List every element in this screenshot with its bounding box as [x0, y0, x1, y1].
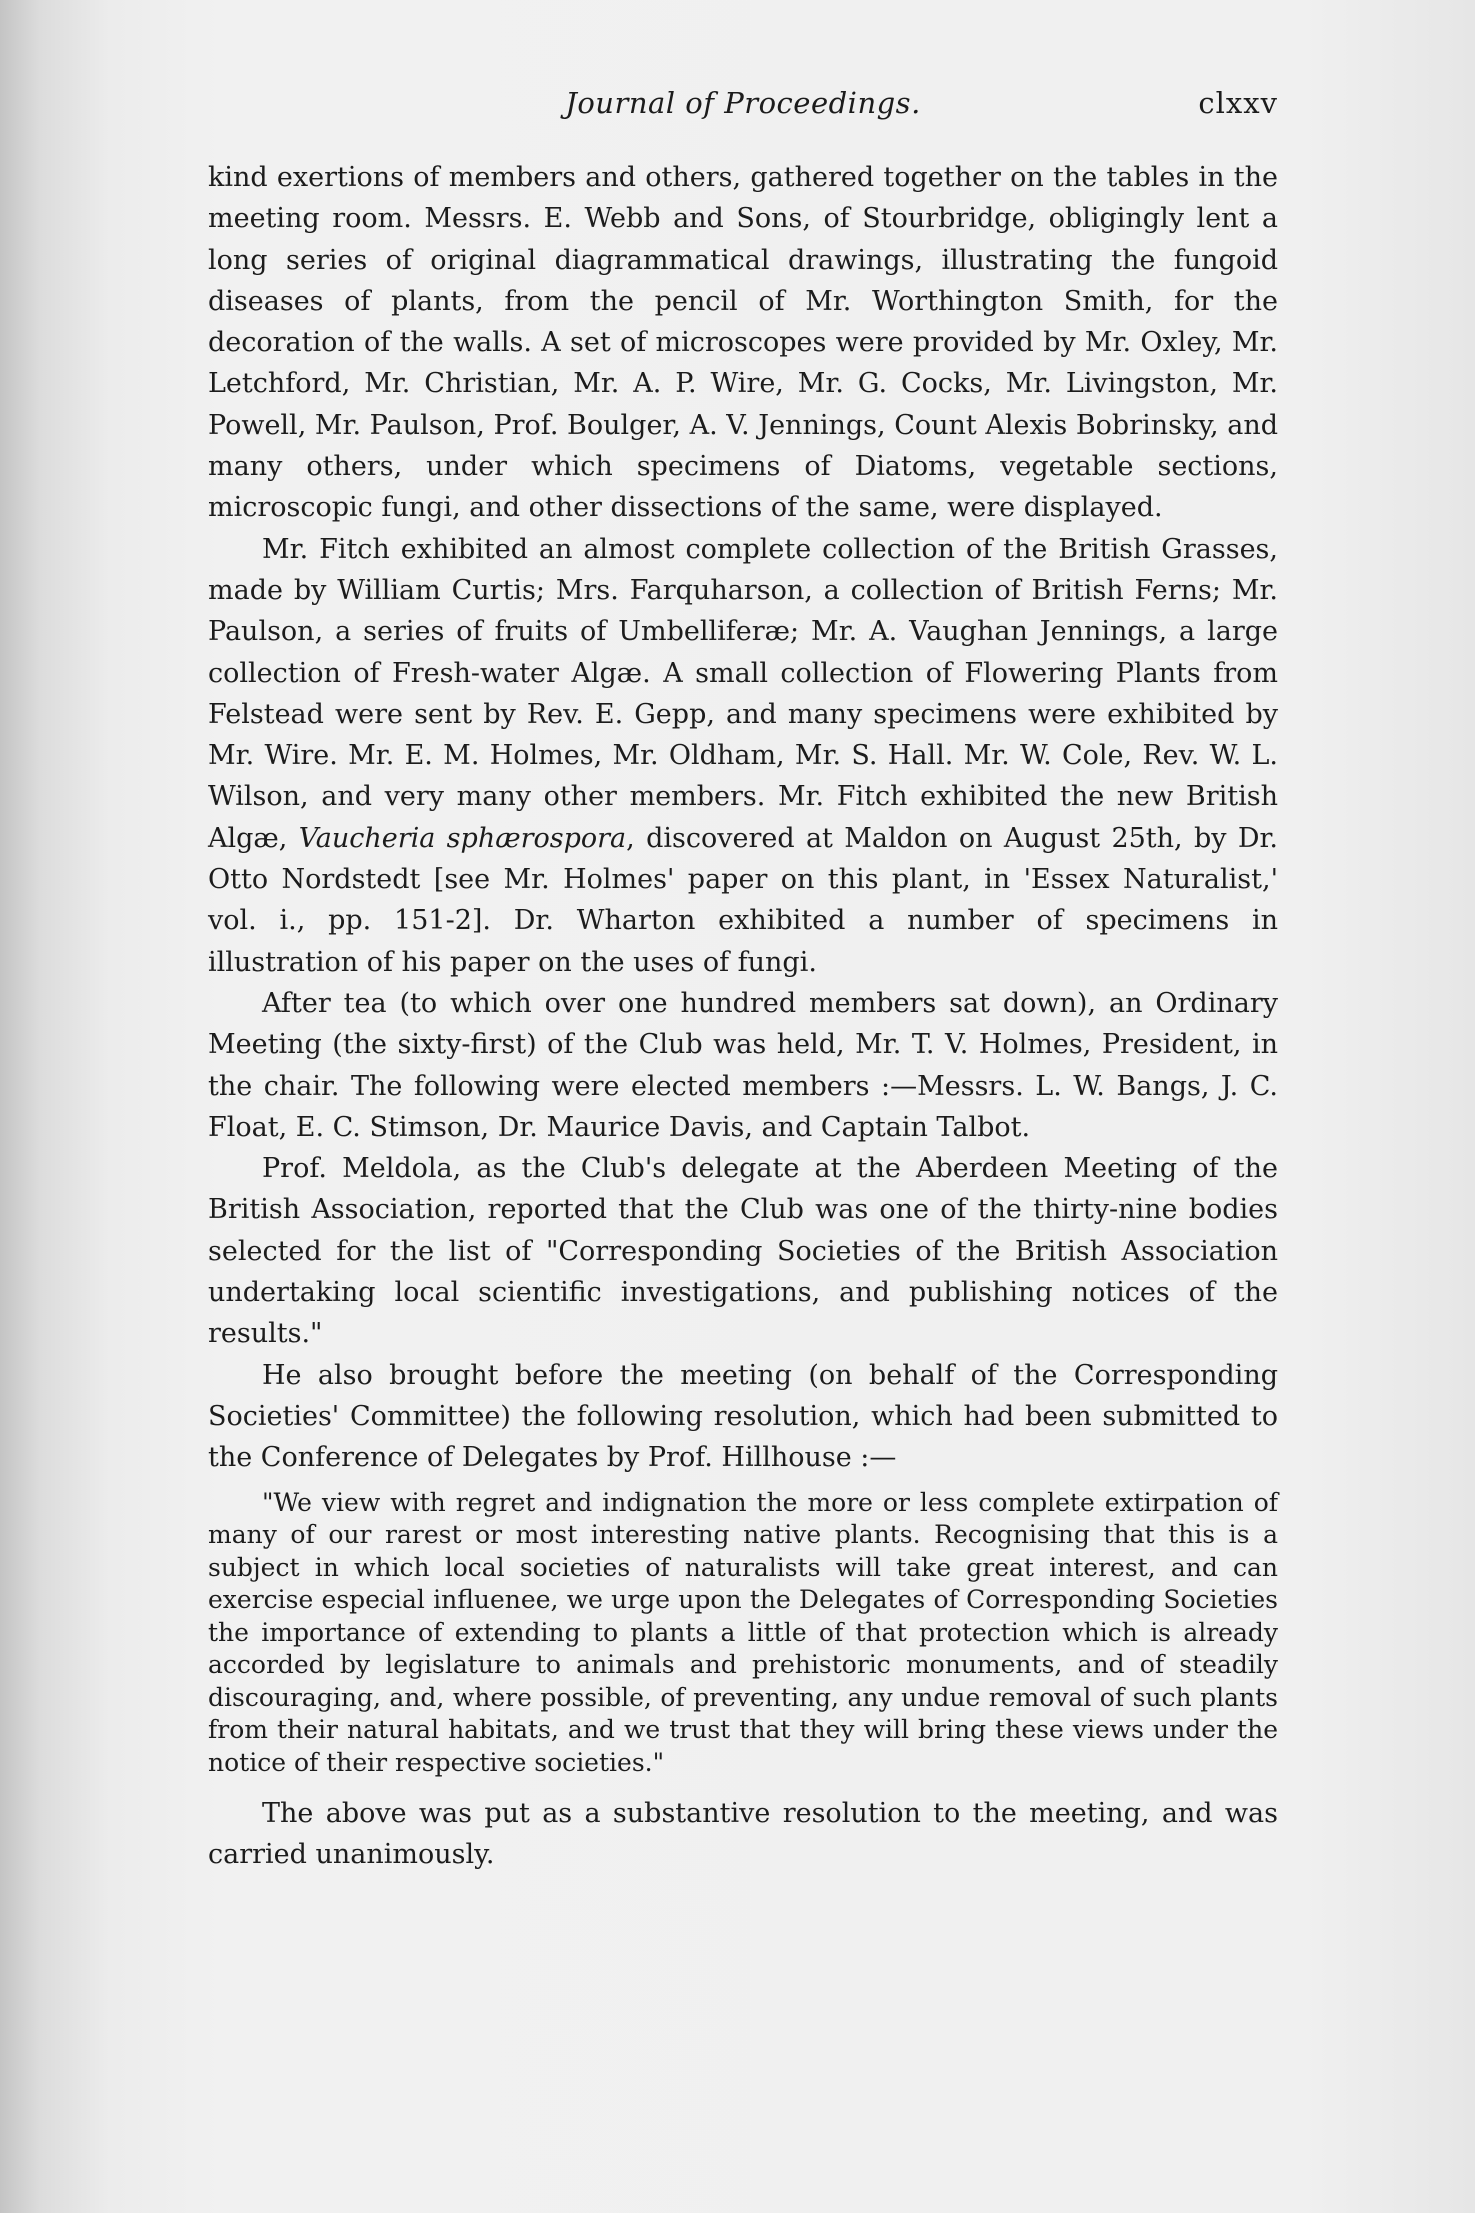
- exhibits-text-start: Mr. Fitch exhibited an almost complete collection of the British Grasses, made by William Curtis; Mrs. Farquharson, a collection of British Ferns; Mr. Paulson, a series of fruits of Umbelliferæ; Mr. A. Vaughan Jennings, a large collection of Fresh-water Algæ. A small collection of Flowering Plants from Felstead were sent by Rev. E. Gepp, and many specimens were exhibited by Mr. Wire. Mr. E. M. Holmes, Mr. Oldham, Mr. S. Hall. Mr. W. Cole, Rev. W. L. Wilson, and very many other members. Mr. Fitch exhibited the new British Algæ,: [208, 533, 1278, 854]
- paragraph-ordinary-meeting: After tea (to which over one hundred members sat down), an Ordinary Meeting (the sixty-first) of the Club was held, Mr. T. V. Holmes, President, in the chair. The following were elected members :—Messrs. L. W. Bangs, J. C. Float, E. C. Stimson, Dr. Maurice Davis, and Captain Talbot.: [208, 987, 1278, 1143]
- paragraph-resolution-outcome: The above was put as a substantive resolution to the meeting, and was carried unanimously.: [208, 1798, 1278, 1871]
- paragraph-delegate-report: Prof. Meldola, as the Club's delegate at the Aberdeen Meeting of the British Association, reported that the Club was one of the thirty-nine bodies selected for the list of "Corresponding Societies of the British Association undertaking local scientific investigations, and publishing notices of the results.": [208, 1153, 1278, 1350]
- running-title: Journal of Proceedings.: [565, 86, 921, 120]
- paragraph-exhibits: [208, 529, 1278, 983]
- paragraph-microscopes: kind exertions of members and others, gathered together on the tables in the meeting room. Messrs. E. Webb and Sons, of Stourbridge, obligingly lent a long series of original diagrammatical drawings, illustrating the fungoid diseases of plants, from the pencil of Mr. Worthington Smith, for the decoration of the walls. A set of microscopes were provided by Mr. Oxley, Mr. Letchford, Mr. Christian, Mr. A. P. Wire, Mr. G. Cocks, Mr. Livingston, Mr. Powell, Mr. Paulson, Prof. Boulger, A. V. Jennings, Count Alexis Bobrinsky, and many others, under which specimens of Diatoms, vegetable sections, microscopic fungi, and other dissections of the same, were displayed.: [208, 162, 1278, 524]
- exhibits-text-end: , discovered at Maldon on August 25th, by Dr. Otto Nordstedt [see Mr. Holmes' paper on this plant, in 'Essex Naturalist,' vol. i., pp. 151-2]. Dr. Wharton exhibited a number of specimens in illustration of his paper on the uses of fungi.: [208, 822, 1278, 978]
- species-name: Vaucheria sphærospora: [298, 822, 627, 854]
- page-number: clxxv: [1198, 86, 1278, 120]
- resolution-quote: "We view with regret and indignation the more or less complete extirpation of many of our rarest or most interesting native plants. Recognising that this is a subject in which local societies of naturalists will take great interest, and can exercise especial influenee, we urge upon the Delegates of Corresponding Societies the importance of extending to plants a little of that protection which is already accorded by legislature to animals and prehistoric monuments, and of steadily discouraging, and, where possible, of preventing, any undue removal of such plants from their natural habitats, and we trust that they will bring these views under the notice of their respective societies.": [208, 1487, 1278, 1777]
- running-head: [208, 86, 1278, 130]
- paragraph-resolution-intro: He also brought before the meeting (on behalf of the Corresponding Societies' Committee) the following resolution, which had been submitted to the Conference of Delegates by Prof. Hillhouse :—: [208, 1359, 1278, 1474]
- body-text: [208, 157, 1278, 1876]
